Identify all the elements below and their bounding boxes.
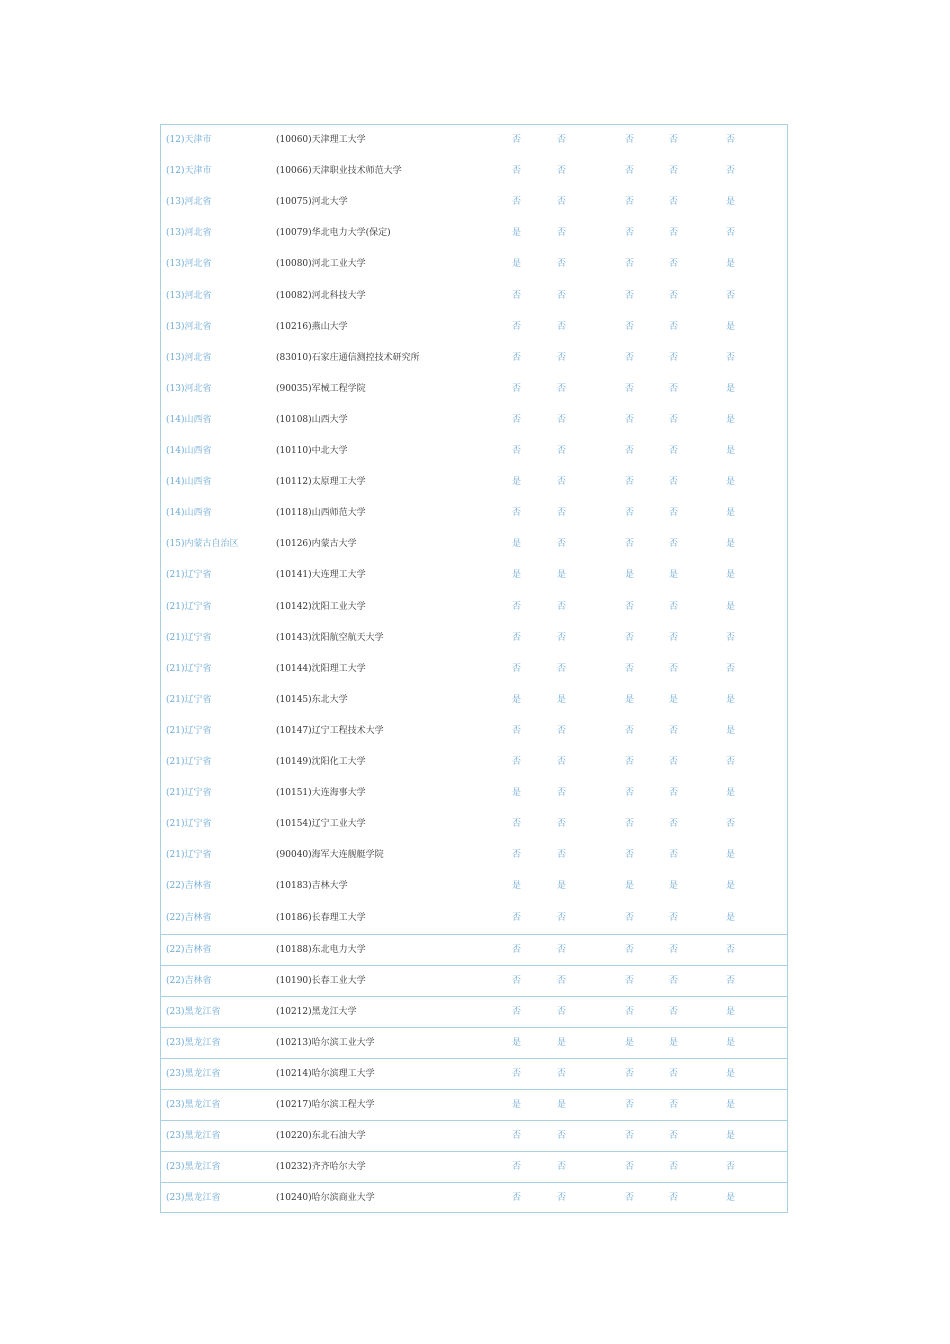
flag-cell-3[interactable]: 否 — [625, 819, 635, 829]
region-link[interactable]: (13)河北省 — [166, 228, 212, 238]
flag-cell-5[interactable]: 是 — [726, 539, 736, 549]
flag-cell-4[interactable]: 否 — [669, 446, 679, 456]
region-link[interactable]: (22)吉林省 — [166, 881, 212, 891]
flag-cell-2[interactable]: 否 — [557, 788, 567, 798]
flag-cell-2[interactable]: 否 — [557, 291, 567, 301]
flag-cell-5[interactable]: 是 — [726, 881, 736, 891]
flag-cell-2[interactable]: 是 — [557, 570, 567, 580]
flag-cell-5[interactable]: 否 — [726, 819, 736, 829]
flag-cell-1[interactable]: 否 — [512, 819, 522, 829]
region-link[interactable]: (21)辽宁省 — [166, 788, 212, 798]
region-link[interactable]: (22)吉林省 — [166, 913, 212, 923]
region-link[interactable]: (23)黑龙江省 — [166, 1100, 221, 1110]
flag-cell-5[interactable]: 是 — [726, 726, 736, 736]
school-table — [160, 124, 788, 1213]
region-link[interactable]: (21)辽宁省 — [166, 695, 212, 705]
flag-cell-2[interactable]: 是 — [557, 1100, 567, 1110]
flag-cell-1[interactable]: 否 — [512, 976, 522, 986]
school-name: (10214)哈尔滨理工大学 — [276, 1069, 375, 1079]
flag-cell-4[interactable]: 否 — [669, 259, 679, 269]
flag-cell-4[interactable]: 否 — [669, 166, 679, 176]
flag-cell-5[interactable]: 是 — [726, 1038, 736, 1048]
table-row — [161, 996, 787, 1027]
flag-cell-5[interactable]: 是 — [726, 695, 736, 705]
school-name: (10186)长春理工大学 — [276, 913, 366, 923]
flag-cell-4[interactable]: 否 — [669, 1162, 679, 1172]
school-name: (83010)石家庄通信测控技术研究所 — [276, 353, 420, 363]
school-name: (10060)天津理工大学 — [276, 135, 366, 145]
table-row — [161, 747, 787, 778]
flag-cell-3[interactable]: 否 — [625, 197, 635, 207]
flag-cell-3[interactable]: 是 — [625, 570, 635, 580]
flag-cell-3[interactable]: 否 — [625, 1162, 635, 1172]
table-row — [161, 1089, 787, 1120]
flag-cell-4[interactable]: 否 — [669, 819, 679, 829]
table-row — [161, 903, 787, 934]
flag-cell-2[interactable]: 否 — [557, 415, 567, 425]
region-link[interactable]: (12)天津市 — [166, 166, 212, 176]
flag-cell-2[interactable]: 否 — [557, 166, 567, 176]
flag-cell-4[interactable]: 否 — [669, 1007, 679, 1017]
table-row — [161, 436, 787, 467]
region-link[interactable]: (23)黑龙江省 — [166, 1007, 221, 1017]
flag-cell-3[interactable]: 否 — [625, 913, 635, 923]
region-link[interactable]: (21)辽宁省 — [166, 726, 212, 736]
flag-cell-4[interactable]: 否 — [669, 945, 679, 955]
region-link[interactable]: (13)河北省 — [166, 353, 212, 363]
flag-cell-2[interactable]: 否 — [557, 726, 567, 736]
region-link[interactable]: (22)吉林省 — [166, 976, 212, 986]
flag-cell-1[interactable]: 否 — [512, 757, 522, 767]
flag-cell-4[interactable]: 否 — [669, 539, 679, 549]
flag-cell-5[interactable]: 是 — [726, 197, 736, 207]
school-name: (10112)太原理工大学 — [276, 477, 366, 487]
region-link[interactable]: (23)黑龙江省 — [166, 1131, 221, 1141]
school-name: (10118)山西师范大学 — [276, 508, 366, 518]
flag-cell-2[interactable]: 是 — [557, 695, 567, 705]
flag-cell-5[interactable]: 否 — [726, 976, 736, 986]
flag-cell-1[interactable]: 否 — [512, 850, 522, 860]
flag-cell-5[interactable]: 是 — [726, 570, 736, 580]
flag-cell-1[interactable]: 否 — [512, 1007, 522, 1017]
flag-cell-5[interactable]: 是 — [726, 477, 736, 487]
flag-cell-2[interactable]: 否 — [557, 850, 567, 860]
flag-cell-4[interactable]: 否 — [669, 913, 679, 923]
school-name: (10075)河北大学 — [276, 197, 348, 207]
flag-cell-3[interactable]: 否 — [625, 259, 635, 269]
flag-cell-5[interactable]: 是 — [726, 322, 736, 332]
flag-cell-5[interactable]: 否 — [726, 757, 736, 767]
school-name: (10147)辽宁工程技术大学 — [276, 726, 384, 736]
table-row — [161, 965, 787, 996]
flag-cell-1[interactable]: 否 — [512, 945, 522, 955]
flag-cell-5[interactable]: 是 — [726, 913, 736, 923]
flag-cell-3[interactable]: 否 — [625, 477, 635, 487]
flag-cell-2[interactable]: 否 — [557, 477, 567, 487]
region-link[interactable]: (14)山西省 — [166, 446, 212, 456]
flag-cell-2[interactable]: 否 — [557, 757, 567, 767]
flag-cell-5[interactable]: 否 — [726, 633, 736, 643]
region-link[interactable]: (21)辽宁省 — [166, 819, 212, 829]
school-name: (10066)天津职业技术师范大学 — [276, 166, 402, 176]
school-name: (90035)军械工程学院 — [276, 384, 366, 394]
flag-cell-4[interactable]: 否 — [669, 508, 679, 518]
flag-cell-5[interactable]: 否 — [726, 135, 736, 145]
flag-cell-1[interactable]: 否 — [512, 1131, 522, 1141]
table-row — [161, 840, 787, 871]
region-link[interactable]: (14)山西省 — [166, 508, 212, 518]
flag-cell-2[interactable]: 否 — [557, 976, 567, 986]
flag-cell-4[interactable]: 否 — [669, 1069, 679, 1079]
flag-cell-4[interactable]: 否 — [669, 726, 679, 736]
flag-cell-1[interactable]: 否 — [512, 664, 522, 674]
flag-cell-5[interactable]: 是 — [726, 259, 736, 269]
school-name: (10213)哈尔滨工业大学 — [276, 1038, 375, 1048]
flag-cell-5[interactable]: 否 — [726, 353, 736, 363]
flag-cell-3[interactable]: 否 — [625, 664, 635, 674]
flag-cell-2[interactable]: 否 — [557, 135, 567, 145]
flag-cell-2[interactable]: 否 — [557, 913, 567, 923]
school-name: (10212)黑龙江大学 — [276, 1007, 357, 1017]
flag-cell-1[interactable]: 否 — [512, 384, 522, 394]
flag-cell-4[interactable]: 否 — [669, 633, 679, 643]
flag-cell-4[interactable]: 否 — [669, 664, 679, 674]
flag-cell-1[interactable]: 是 — [512, 881, 522, 891]
table-row — [161, 156, 787, 187]
school-name: (10108)山西大学 — [276, 415, 348, 425]
region-link[interactable]: (15)内蒙古自治区 — [166, 539, 239, 549]
table-row — [161, 560, 787, 591]
table-row — [161, 312, 787, 343]
flag-cell-3[interactable]: 否 — [625, 353, 635, 363]
flag-cell-3[interactable]: 否 — [625, 945, 635, 955]
flag-cell-4[interactable]: 否 — [669, 850, 679, 860]
table-row — [161, 467, 787, 498]
flag-cell-1[interactable]: 是 — [512, 1100, 522, 1110]
flag-cell-3[interactable]: 否 — [625, 415, 635, 425]
flag-cell-2[interactable]: 否 — [557, 259, 567, 269]
flag-cell-5[interactable]: 是 — [726, 415, 736, 425]
school-name: (10149)沈阳化工大学 — [276, 757, 366, 767]
school-name: (10216)燕山大学 — [276, 322, 348, 332]
school-name: (10079)华北电力大学(保定) — [276, 228, 391, 238]
flag-cell-5[interactable]: 是 — [726, 446, 736, 456]
school-name: (10154)辽宁工业大学 — [276, 819, 366, 829]
table-row — [161, 1151, 787, 1182]
school-name: (10183)吉林大学 — [276, 881, 348, 891]
flag-cell-4[interactable]: 否 — [669, 976, 679, 986]
flag-cell-5[interactable]: 是 — [726, 1007, 736, 1017]
flag-cell-1[interactable]: 否 — [512, 726, 522, 736]
flag-cell-1[interactable]: 否 — [512, 322, 522, 332]
flag-cell-4[interactable]: 否 — [669, 322, 679, 332]
flag-cell-5[interactable]: 是 — [726, 1100, 736, 1110]
table-row — [161, 249, 787, 280]
school-name: (10217)哈尔滨工程大学 — [276, 1100, 375, 1110]
school-name: (10082)河北科技大学 — [276, 291, 366, 301]
flag-cell-5[interactable]: 否 — [726, 945, 736, 955]
flag-cell-4[interactable]: 否 — [669, 1100, 679, 1110]
flag-cell-1[interactable]: 否 — [512, 633, 522, 643]
flag-cell-1[interactable]: 是 — [512, 1038, 522, 1048]
flag-cell-3[interactable]: 否 — [625, 1007, 635, 1017]
table-row — [161, 716, 787, 747]
flag-cell-4[interactable]: 否 — [669, 415, 679, 425]
table-row — [161, 934, 787, 965]
table-row — [161, 623, 787, 654]
flag-cell-3[interactable]: 否 — [625, 446, 635, 456]
flag-cell-2[interactable]: 是 — [557, 1038, 567, 1048]
flag-cell-2[interactable]: 否 — [557, 633, 567, 643]
flag-cell-1[interactable]: 否 — [512, 446, 522, 456]
flag-cell-5[interactable]: 是 — [726, 1193, 736, 1203]
flag-cell-2[interactable]: 否 — [557, 384, 567, 394]
flag-cell-3[interactable]: 否 — [625, 850, 635, 860]
flag-cell-4[interactable]: 否 — [669, 353, 679, 363]
flag-cell-2[interactable]: 否 — [557, 1193, 567, 1203]
region-link[interactable]: (21)辽宁省 — [166, 664, 212, 674]
school-name: (10080)河北工业大学 — [276, 259, 366, 269]
flag-cell-4[interactable]: 是 — [669, 570, 679, 580]
region-link[interactable]: (22)吉林省 — [166, 945, 212, 955]
school-name: (10141)大连理工大学 — [276, 570, 366, 580]
region-link[interactable]: (23)黑龙江省 — [166, 1069, 221, 1079]
flag-cell-4[interactable]: 否 — [669, 602, 679, 612]
flag-cell-4[interactable]: 是 — [669, 695, 679, 705]
flag-cell-1[interactable]: 否 — [512, 913, 522, 923]
region-link[interactable]: (14)山西省 — [166, 477, 212, 487]
flag-cell-4[interactable]: 否 — [669, 1131, 679, 1141]
region-link[interactable]: (21)辽宁省 — [166, 757, 212, 767]
flag-cell-1[interactable]: 否 — [512, 166, 522, 176]
flag-cell-1[interactable]: 是 — [512, 788, 522, 798]
flag-cell-5[interactable]: 否 — [726, 166, 736, 176]
flag-cell-2[interactable]: 否 — [557, 197, 567, 207]
school-name: (10240)哈尔滨商业大学 — [276, 1193, 375, 1203]
flag-cell-1[interactable]: 否 — [512, 135, 522, 145]
region-link[interactable]: (13)河北省 — [166, 197, 212, 207]
flag-cell-4[interactable]: 否 — [669, 477, 679, 487]
school-name: (10144)沈阳理工大学 — [276, 664, 366, 674]
flag-cell-5[interactable]: 是 — [726, 850, 736, 860]
flag-cell-3[interactable]: 否 — [625, 384, 635, 394]
flag-cell-4[interactable]: 是 — [669, 1038, 679, 1048]
flag-cell-1[interactable]: 否 — [512, 1069, 522, 1079]
region-link[interactable]: (12)天津市 — [166, 135, 212, 145]
school-name: (10232)齐齐哈尔大学 — [276, 1162, 366, 1172]
flag-cell-3[interactable]: 否 — [625, 788, 635, 798]
flag-cell-4[interactable]: 是 — [669, 881, 679, 891]
region-link[interactable]: (13)河北省 — [166, 322, 212, 332]
region-link[interactable]: (21)辽宁省 — [166, 602, 212, 612]
table-row — [161, 1182, 787, 1213]
flag-cell-1[interactable]: 否 — [512, 197, 522, 207]
school-name: (10143)沈阳航空航天大学 — [276, 633, 384, 643]
region-link[interactable]: (21)辽宁省 — [166, 850, 212, 860]
flag-cell-3[interactable]: 否 — [625, 976, 635, 986]
table-row — [161, 405, 787, 436]
flag-cell-1[interactable]: 是 — [512, 539, 522, 549]
flag-cell-4[interactable]: 否 — [669, 135, 679, 145]
region-link[interactable]: (14)山西省 — [166, 415, 212, 425]
school-name: (10110)中北大学 — [276, 446, 348, 456]
table-row — [161, 1058, 787, 1089]
flag-cell-2[interactable]: 否 — [557, 446, 567, 456]
table-row — [161, 498, 787, 529]
flag-cell-3[interactable]: 是 — [625, 881, 635, 891]
school-name: (10188)东北电力大学 — [276, 945, 366, 955]
flag-cell-4[interactable]: 否 — [669, 1193, 679, 1203]
flag-cell-3[interactable]: 否 — [625, 1100, 635, 1110]
flag-cell-3[interactable]: 否 — [625, 1193, 635, 1203]
flag-cell-3[interactable]: 否 — [625, 508, 635, 518]
table-row — [161, 187, 787, 218]
flag-cell-3[interactable]: 否 — [625, 135, 635, 145]
table-row — [161, 343, 787, 374]
flag-cell-3[interactable]: 是 — [625, 695, 635, 705]
table-row — [161, 374, 787, 405]
flag-cell-1[interactable]: 否 — [512, 508, 522, 518]
flag-cell-1[interactable]: 是 — [512, 228, 522, 238]
flag-cell-2[interactable]: 是 — [557, 881, 567, 891]
flag-cell-1[interactable]: 否 — [512, 415, 522, 425]
region-link[interactable]: (13)河北省 — [166, 291, 212, 301]
flag-cell-5[interactable]: 是 — [726, 508, 736, 518]
flag-cell-1[interactable]: 是 — [512, 259, 522, 269]
flag-cell-3[interactable]: 否 — [625, 166, 635, 176]
flag-cell-5[interactable]: 是 — [726, 602, 736, 612]
flag-cell-5[interactable]: 否 — [726, 1162, 736, 1172]
flag-cell-5[interactable]: 是 — [726, 788, 736, 798]
flag-cell-4[interactable]: 否 — [669, 228, 679, 238]
flag-cell-4[interactable]: 否 — [669, 788, 679, 798]
flag-cell-2[interactable]: 否 — [557, 1131, 567, 1141]
flag-cell-2[interactable]: 否 — [557, 539, 567, 549]
flag-cell-5[interactable]: 是 — [726, 1069, 736, 1079]
flag-cell-3[interactable]: 否 — [625, 1069, 635, 1079]
region-link[interactable]: (23)黑龙江省 — [166, 1193, 221, 1203]
table-row — [161, 778, 787, 809]
table-row — [161, 125, 787, 156]
flag-cell-1[interactable]: 否 — [512, 1193, 522, 1203]
flag-cell-4[interactable]: 否 — [669, 757, 679, 767]
flag-cell-1[interactable]: 否 — [512, 291, 522, 301]
table-row — [161, 685, 787, 716]
table-row — [161, 1027, 787, 1058]
flag-cell-3[interactable]: 否 — [625, 1131, 635, 1141]
table-row — [161, 1120, 787, 1151]
flag-cell-3[interactable]: 否 — [625, 726, 635, 736]
flag-cell-1[interactable]: 是 — [512, 695, 522, 705]
flag-cell-5[interactable]: 是 — [726, 384, 736, 394]
table-row — [161, 654, 787, 685]
flag-cell-1[interactable]: 否 — [512, 353, 522, 363]
flag-cell-4[interactable]: 否 — [669, 291, 679, 301]
table-row — [161, 871, 787, 902]
region-link[interactable]: (13)河北省 — [166, 259, 212, 269]
flag-cell-2[interactable]: 否 — [557, 228, 567, 238]
table-row — [161, 281, 787, 312]
flag-cell-3[interactable]: 否 — [625, 291, 635, 301]
flag-cell-3[interactable]: 否 — [625, 322, 635, 332]
flag-cell-1[interactable]: 否 — [512, 1162, 522, 1172]
flag-cell-2[interactable]: 否 — [557, 1162, 567, 1172]
region-link[interactable]: (21)辽宁省 — [166, 570, 212, 580]
flag-cell-3[interactable]: 否 — [625, 602, 635, 612]
flag-cell-2[interactable]: 否 — [557, 1007, 567, 1017]
table-row — [161, 218, 787, 249]
flag-cell-2[interactable]: 否 — [557, 508, 567, 518]
flag-cell-2[interactable]: 否 — [557, 664, 567, 674]
flag-cell-2[interactable]: 否 — [557, 602, 567, 612]
flag-cell-3[interactable]: 否 — [625, 757, 635, 767]
flag-cell-1[interactable]: 否 — [512, 602, 522, 612]
school-name: (10190)长春工业大学 — [276, 976, 366, 986]
flag-cell-1[interactable]: 是 — [512, 570, 522, 580]
flag-cell-3[interactable]: 否 — [625, 633, 635, 643]
region-link[interactable]: (23)黑龙江省 — [166, 1162, 221, 1172]
school-name: (10220)东北石油大学 — [276, 1131, 366, 1141]
school-name: (10151)大连海事大学 — [276, 788, 366, 798]
flag-cell-5[interactable]: 否 — [726, 291, 736, 301]
school-name: (10142)沈阳工业大学 — [276, 602, 366, 612]
region-link[interactable]: (21)辽宁省 — [166, 633, 212, 643]
flag-cell-3[interactable]: 是 — [625, 1038, 635, 1048]
school-name: (10145)东北大学 — [276, 695, 348, 705]
table-row — [161, 592, 787, 623]
flag-cell-5[interactable]: 否 — [726, 664, 736, 674]
school-name: (10126)内蒙古大学 — [276, 539, 357, 549]
table-row — [161, 809, 787, 840]
flag-cell-2[interactable]: 否 — [557, 819, 567, 829]
flag-cell-2[interactable]: 否 — [557, 322, 567, 332]
flag-cell-4[interactable]: 否 — [669, 384, 679, 394]
region-link[interactable]: (13)河北省 — [166, 384, 212, 394]
flag-cell-3[interactable]: 否 — [625, 228, 635, 238]
flag-cell-2[interactable]: 否 — [557, 353, 567, 363]
flag-cell-2[interactable]: 否 — [557, 945, 567, 955]
table-row — [161, 529, 787, 560]
region-link[interactable]: (23)黑龙江省 — [166, 1038, 221, 1048]
flag-cell-2[interactable]: 否 — [557, 1069, 567, 1079]
flag-cell-5[interactable]: 是 — [726, 1131, 736, 1141]
school-name: (90040)海军大连舰艇学院 — [276, 850, 384, 860]
flag-cell-5[interactable]: 否 — [726, 228, 736, 238]
flag-cell-3[interactable]: 否 — [625, 539, 635, 549]
flag-cell-4[interactable]: 否 — [669, 197, 679, 207]
flag-cell-1[interactable]: 是 — [512, 477, 522, 487]
